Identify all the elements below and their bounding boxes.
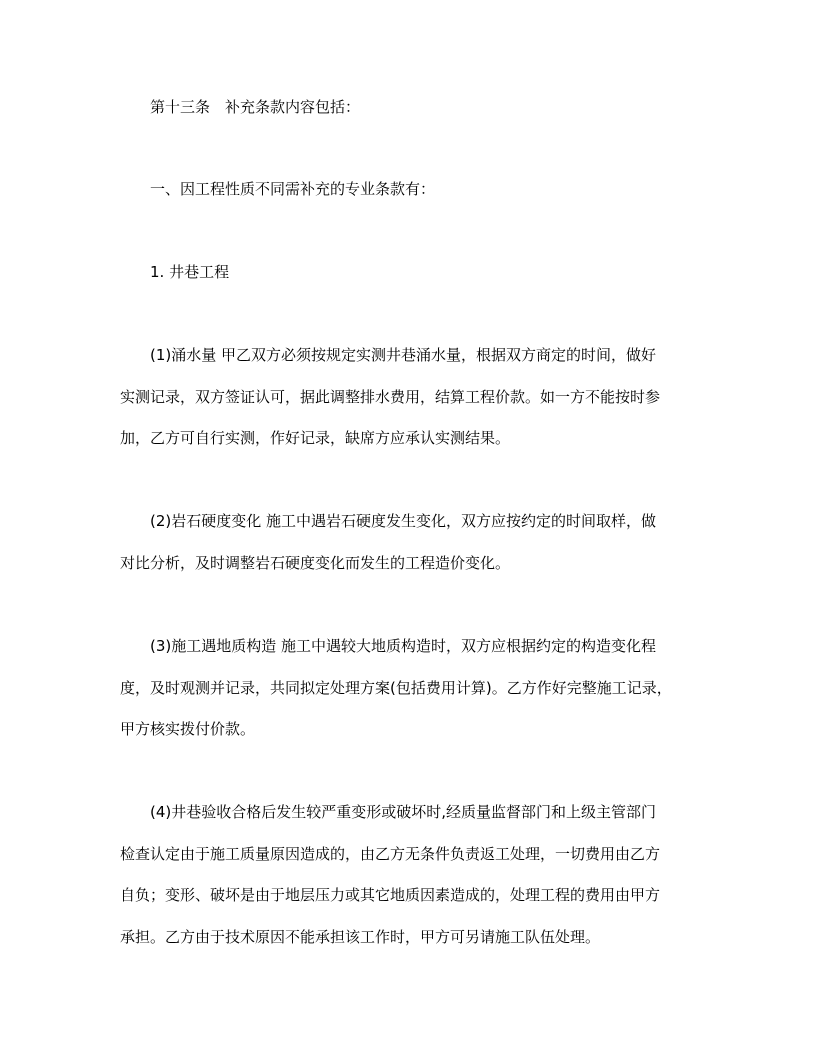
paragraph-line: 加，乙方可自行实测，作好记录，缺席方应承认实测结果。 xyxy=(120,429,511,447)
paragraph-line: 自负；变形、破坏是由于地层压力或其它地质因素造成的，处理工程的费用由甲方 xyxy=(120,886,661,904)
section-heading: 一、因工程性质不同需补充的专业条款有： xyxy=(150,180,436,198)
paragraph-line: (1)涌水量 甲乙双方必须按规定实测井巷涌水量，根据双方商定的时间，做好 xyxy=(150,346,657,364)
paragraph-line: 甲方核实拨付价款。 xyxy=(120,720,256,738)
paragraph-line: 度，及时观测并记录，共同拟定处理方案(包括费用计算)。乙方作好完整施工记录， xyxy=(120,679,672,697)
paragraph-line: 承担。乙方由于技术原因不能承担该工作时，甲方可另请施工队伍处理。 xyxy=(120,928,601,946)
paragraph-line: 检查认定由于施工质量原因造成的，由乙方无条件负责返工处理，一切费用由乙方 xyxy=(120,845,661,863)
article-title: 第十三条 补充条款内容包括： xyxy=(150,98,361,116)
paragraph-line: (2)岩石硬度变化 施工中遇岩石硬度发生变化，双方应按约定的时间取样，做 xyxy=(150,512,657,530)
paragraph-line: 对比分析，及时调整岩石硬度变化而发生的工程造价变化。 xyxy=(120,554,511,572)
paragraph-line: (4)井巷验收合格后发生较严重变形或破坏时,经质量监督部门和上级主管部门 xyxy=(150,803,657,821)
paragraph-line: (3)施工遇地质构造 施工中遇较大地质构造时，双方应根据约定的构造变化程 xyxy=(150,637,657,655)
paragraph-line: 实测记录，双方签证认可，据此调整排水费用，结算工程价款。如一方不能按时参 xyxy=(120,388,661,406)
subsection-heading: 1. 井巷工程 xyxy=(150,263,230,281)
